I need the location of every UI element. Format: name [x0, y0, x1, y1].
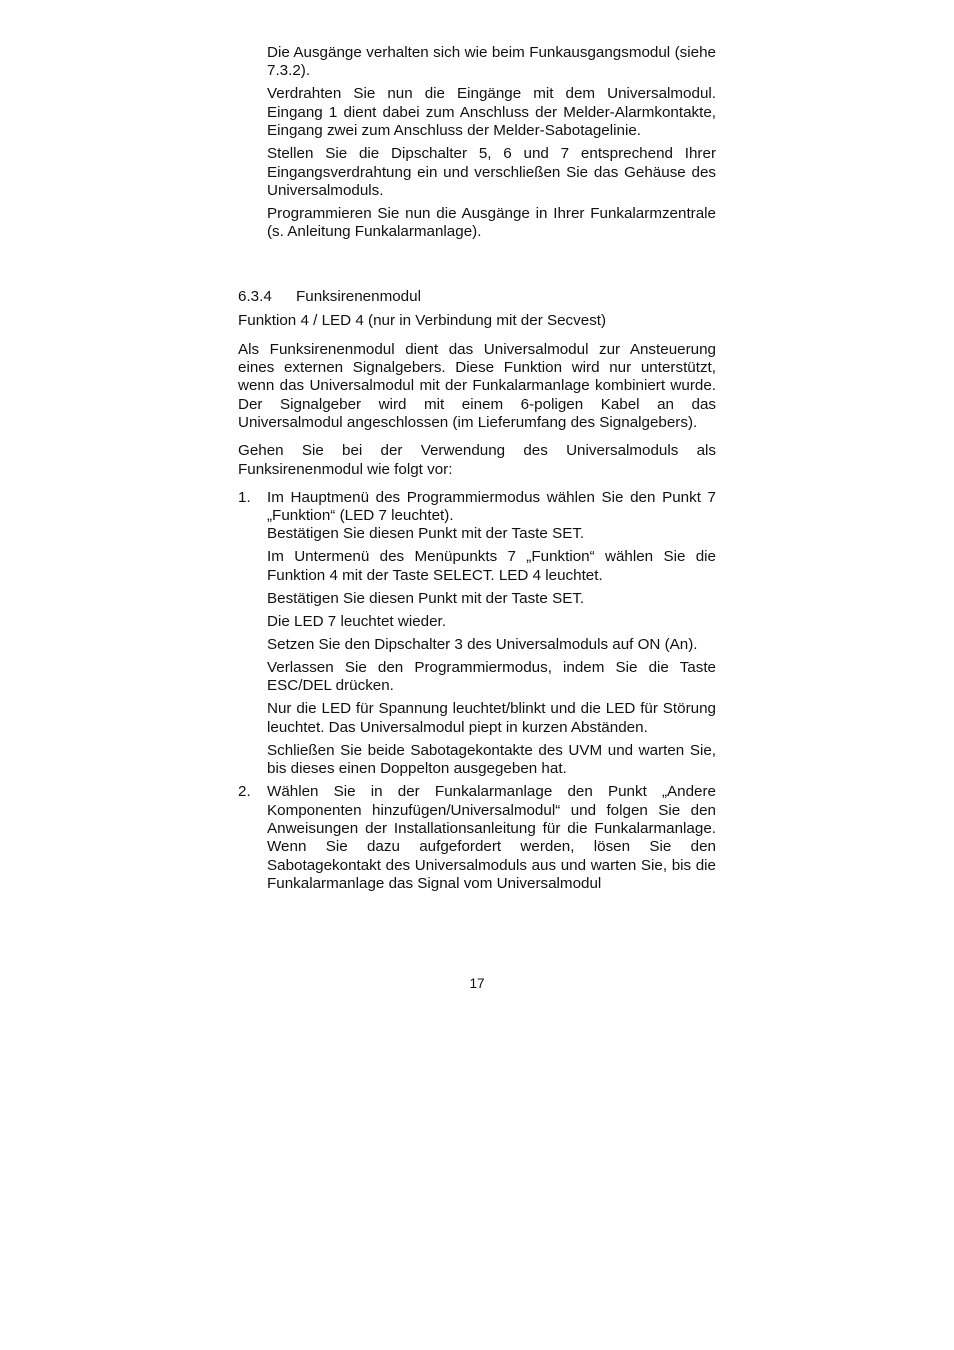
- step-1-sub-5: Setzen Sie den Dipschalter 3 des Universalmoduls auf ON (An).: [267, 635, 698, 653]
- step-1-sub-8: Schließen Sie beide Sabotagekontakte des UVM und warten Sie, bis dieses einen Doppelton ausgegeben hat.: [267, 741, 716, 778]
- document-page: [238, 44, 716, 894]
- step-1-sub-7: Nur die LED für Spannung leuchtet/blinkt und die LED für Störung leuchtet. Das Universalmodul piept in kurzen Abständen.: [267, 700, 716, 736]
- section-paragraph-2: Gehen Sie bei der Verwendung des Universalmoduls als Funksirenenmodul wie folgt vor:: [238, 442, 716, 478]
- section-number: 6.3.4: [238, 287, 272, 305]
- step-1-sub-1: Bestätigen Sie diesen Punkt mit der Taste SET.: [267, 525, 585, 543]
- step-1-sub-6: Verlassen Sie den Programmiermodus, indem Sie die Taste ESC/DEL drücken.: [267, 658, 716, 695]
- step-1-marker: 1.: [238, 488, 251, 506]
- page-number: 17: [469, 976, 485, 991]
- step-1-sub-4: Die LED 7 leuchtet wieder.: [267, 612, 446, 630]
- section-title: Funksirenenmodul: [296, 287, 421, 305]
- intro-paragraph-4: Programmieren Sie nun die Ausgänge in Ihrer Funkalarmzentrale (s. Anleitung Funkalarmanlage).: [267, 205, 716, 241]
- step-2-text: Wählen Sie in der Funkalarmanlage den Punkt „Andere Komponenten hinzufügen/Universalmodul“ und folgen Sie den Anweisungen der Installationsanleitung für die Funkalarmanlage. Wenn Sie dazu aufgefordert werden, lösen Sie den Sabotagekontakt des Universalmoduls aus und warten Sie, bis die Funkalarmanlage das Signal vom Universalmodul: [267, 783, 716, 893]
- intro-paragraph-2: Verdrahten Sie nun die Eingänge mit dem Universalmodul. Eingang 1 dient dabei zum Anschluss der Melder-Alarmkontakte, Eingang zwei zum Anschluss der Melder-Sabotagelinie.: [267, 85, 716, 140]
- step-1-sub-3: Bestätigen Sie diesen Punkt mit der Taste SET.: [267, 589, 585, 607]
- step-2-marker: 2.: [238, 783, 251, 801]
- step-1: [238, 489, 716, 526]
- section-paragraph-1: Als Funksirenenmodul dient das Universalmodul zur Ansteuerung eines externen Signalgebers. Diese Funktion wird nur unterstützt, wenn das Universalmodul mit der Funkalarmanlage kombiniert wurde. Der Signalgeber wird mit einem 6-poligen Kabel an das Universalmodul angeschlossen (im Lieferumfang des Signalgebers).: [238, 340, 716, 432]
- step-2: [238, 783, 716, 893]
- section-heading: [238, 288, 716, 306]
- section-subtitle: Funktion 4 / LED 4 (nur in Verbindung mit der Secvest): [238, 312, 607, 330]
- intro-paragraph-3: Stellen Sie die Dipschalter 5, 6 und 7 entsprechend Ihrer Eingangsverdrahtung ein und verschließen Sie das Gehäuse des Universalmoduls.: [267, 145, 716, 200]
- step-1-sub-2: Im Untermenü des Menüpunkts 7 „Funktion“ wählen Sie die Funktion 4 mit der Taste SELECT. LED 4 leuchtet.: [267, 548, 716, 584]
- intro-paragraph-1: Die Ausgänge verhalten sich wie beim Funkausgangsmodul (siehe 7.3.2).: [267, 44, 716, 80]
- step-1-text: Im Hauptmenü des Programmiermodus wählen Sie den Punkt 7 „Funktion“ (LED 7 leuchtet).: [267, 488, 716, 525]
